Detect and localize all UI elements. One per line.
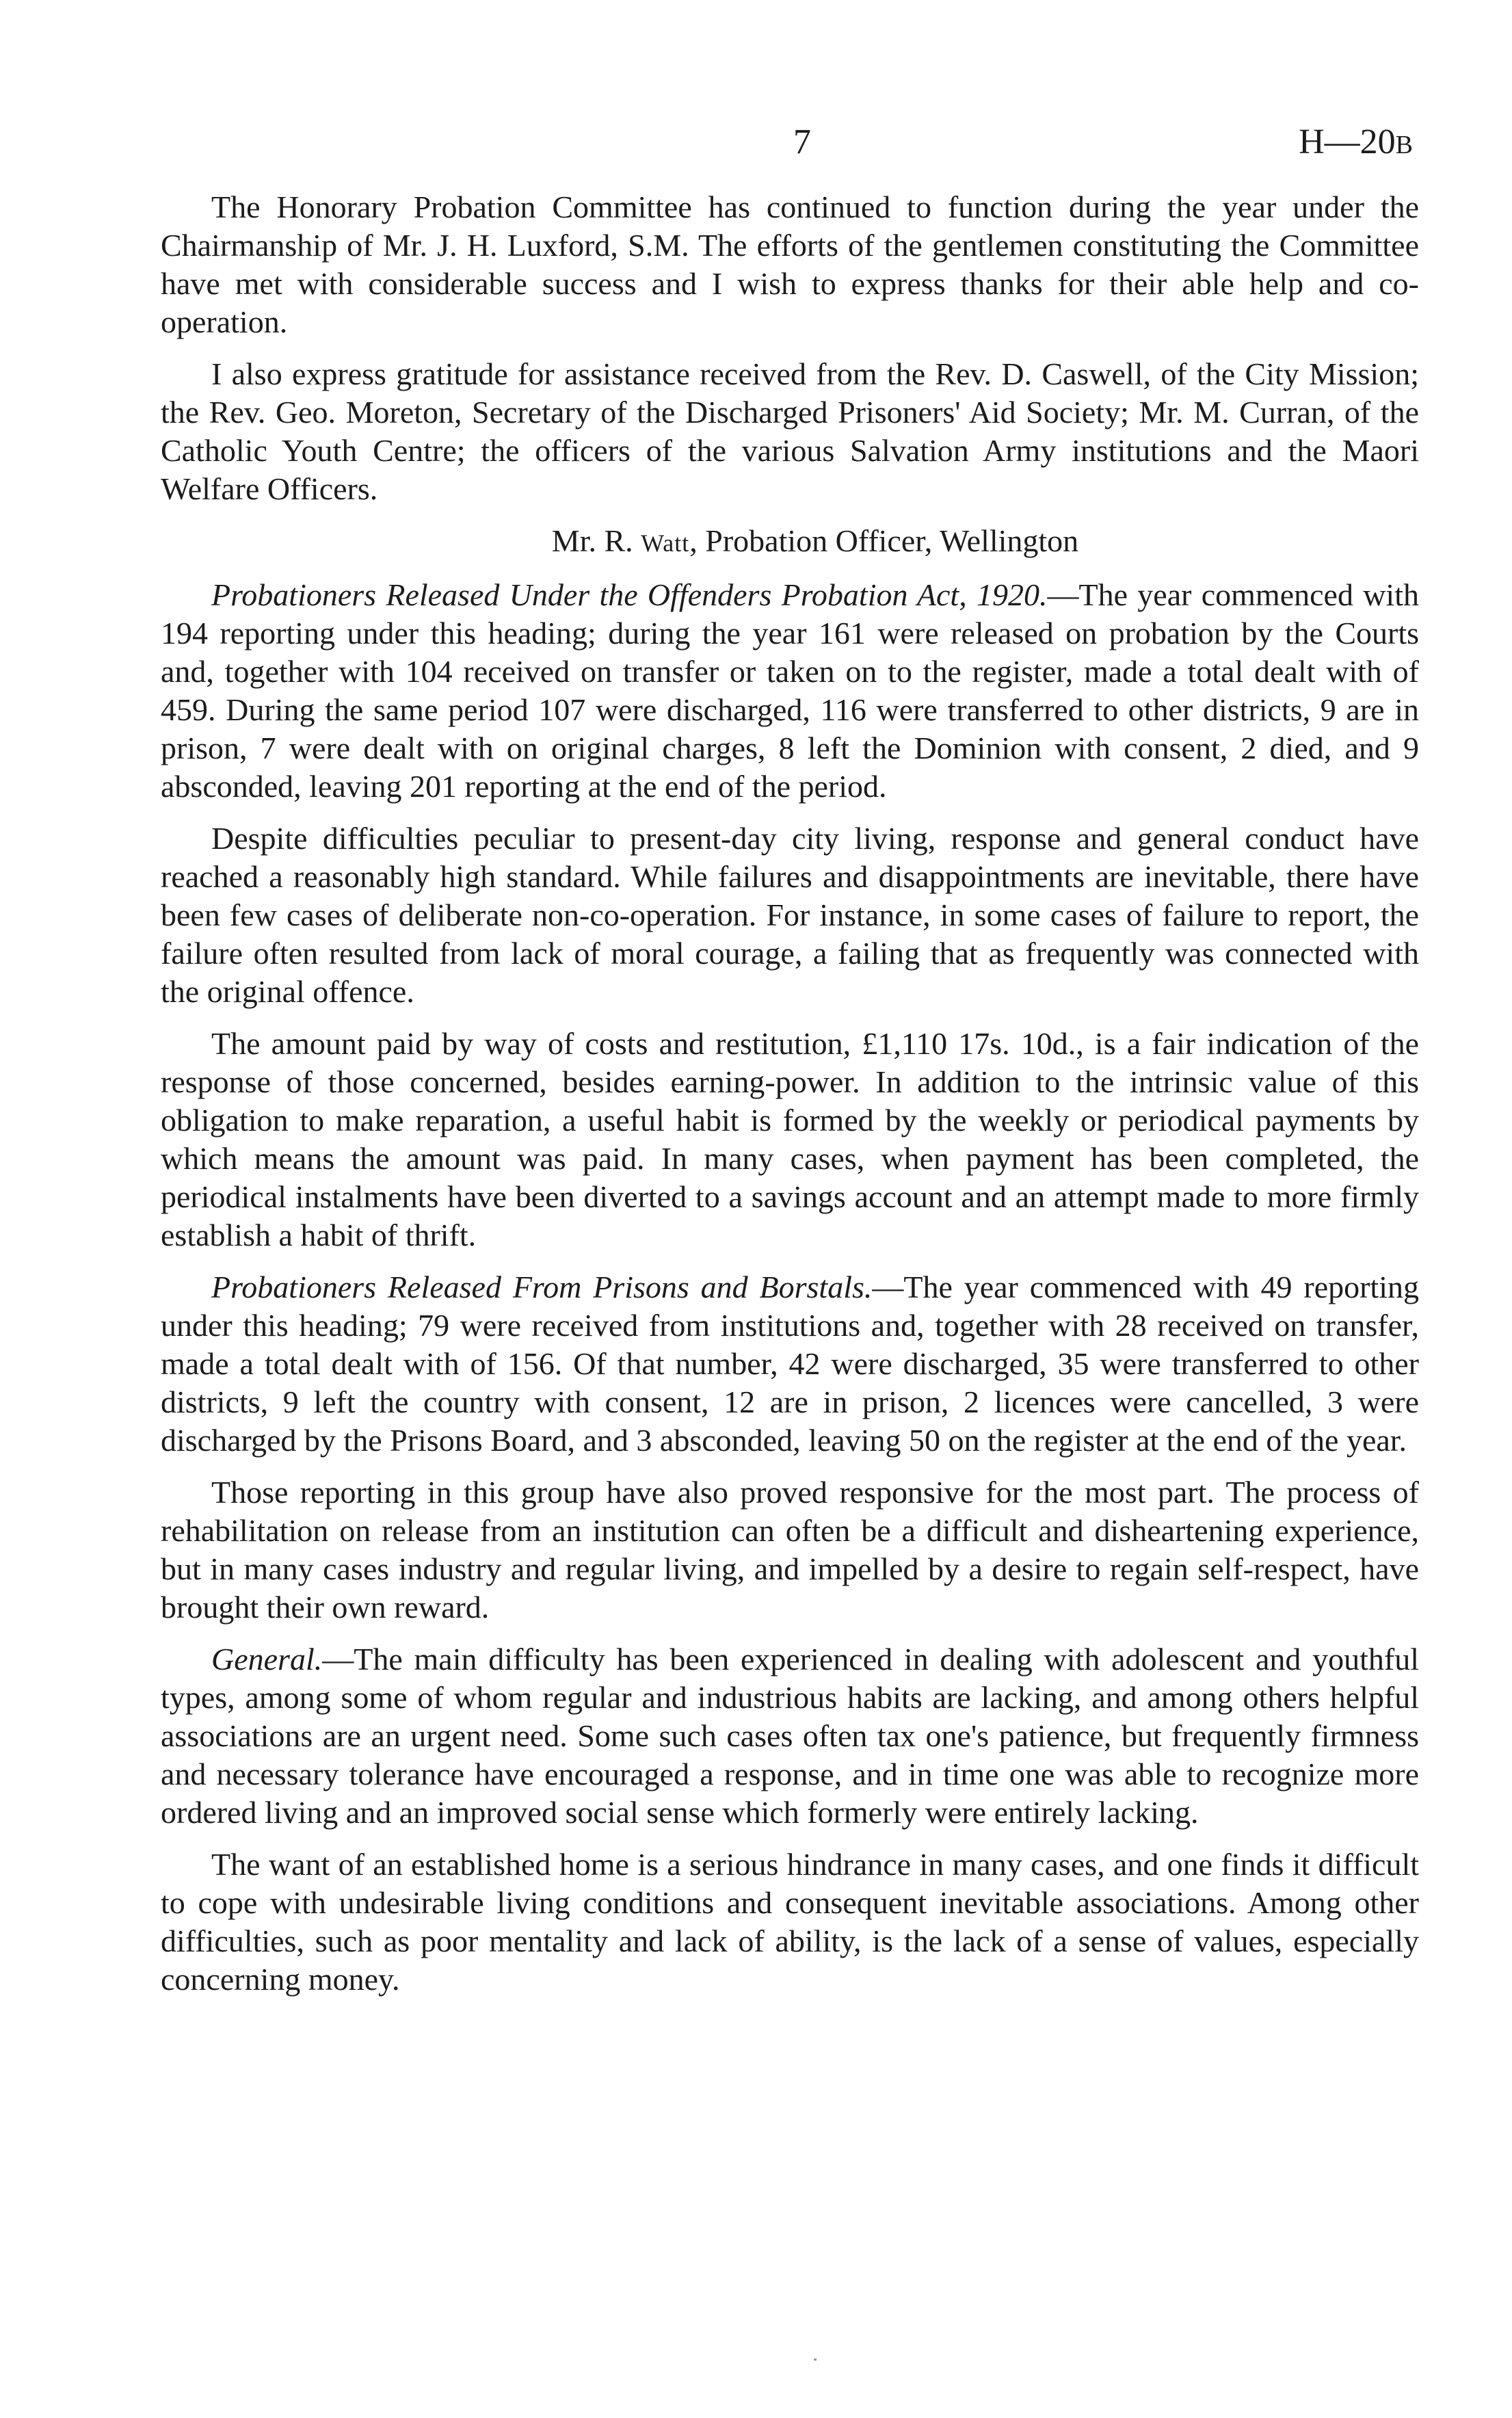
document-reference-main: H—20 [1299,122,1396,161]
offenders-act-paragraph [161,576,1419,806]
document-reference-suffix: B [1395,131,1413,159]
offenders-act-conduct-paragraph: Despite difficulties peculiar to present-day city living, response and general conduct have reached a reasonably high standard. While failures and disappointments are inevitable, there have been few cases of deliberate non-co-operation. For instance, in some cases of failure to report, the failure often resulted from lack of moral courage, a failing that as frequently was connected with the original offence. [161,821,1419,1009]
section-heading [161,522,1419,562]
intro-paragraph-gratitude: I also express gratitude for assistance received from the Rev. D. Caswell, of the City Mission; the Rev. Geo. Moreton, Secretary of the Discharged Prisoners' Aid Society; Mr. M. Curran, of the Catholic Youth Centre; the officers of the various Salvation Army institutions and the Maori Welfare Officers. [161,356,1419,506]
general-paragraph [161,1640,1419,1832]
general-text: —The main difficulty has been experienced in dealing with adolescent and youthful types, among some of whom regular and industrious habits are lacking, and among others helpful associations are an urgent need. Some such cases often tax one's patience, but frequently firmness and necessary tolerance have encouraged a response, and in time one was able to recognize more ordered living and an improved social sense which formerly were entirely lacking. [161,1642,1419,1830]
prisons-borstals-paragraph [161,1268,1419,1460]
prisons-borstals-response-paragraph: Those reporting in this group have also proved responsive for the most part. The process of rehabilitation on release from an institution can often be a difficult and disheartening experience, but in many cases industry and regular living, and impelled by a desire to regain self-respect, have brought their own reward. [161,1475,1419,1625]
page-body [161,188,1419,2006]
general-home-paragraph: The want of an established home is a serious hindrance in many cases, and one finds it difficult to cope with undesirable living conditions and consequent inevitable associations. Among other difficulties, such as poor mentality and lack of ability, is the lack of a sense of values, especially concerning money. [161,1847,1419,1997]
section-heading-prefix: Mr. R. [551,523,633,558]
page-number: 7 [793,122,811,161]
prisons-borstals-subheading: Probationers Released From Prisons and Borstals. [211,1270,873,1304]
section-heading-name: Watt [641,529,690,557]
scan-speck [814,2358,817,2361]
prisons-borstals-text: —The year commenced with 49 reporting under this heading; 79 were received from institutions and, together with 28 received on transfer, made a total dealt with of 156. Of that number, 42 were discharged, 35 were transferred to other districts, 9 left the country with consent, 12 are in prison, 2 licences were cancelled, 3 were discharged by the Prisons Board, and 3 absconded, leaving 50 on the register at the end of the year. [161,1270,1419,1458]
offenders-act-text: —The year commenced with 194 reporting under this heading; during the year 161 were released on probation by the Courts and, together with 104 received on transfer or taken on to the register, made a total dealt with of 459. During the same period 107 were discharged, 116 were transferred to other districts, 9 are in prison, 7 were dealt with on original charges, 8 left the Dominion with consent, 2 died, and 9 absconded, leaving 201 reporting at the end of the period. [161,577,1419,804]
intro-paragraph-committee: The Honorary Probation Committee has continued to function during the year under the Chairmanship of Mr. J. H. Luxford, S.M. The efforts of the gentlemen constituting the Committee have met with considerable success and I wish to express thanks for their able help and co-operation. [161,189,1419,339]
offenders-act-restitution-paragraph: The amount paid by way of costs and restitution, £1,110 17s. 10d., is a fair indication of the response of those concerned, besides earning-power. In addition to the intrinsic value of this obligation to make reparation, a useful habit is formed by the weekly or periodical payments by which means the amount was paid. In many cases, when payment has been completed, the periodical instalments have been diverted to a savings account and an attempt made to more firmly establish a habit of thrift. [161,1026,1419,1252]
general-subheading: General. [211,1642,323,1677]
page-header [157,115,1413,170]
offenders-act-subheading: Probationers Released Under the Offenders Probation Act, 1920. [211,577,1048,612]
section-heading-suffix: , Probation Officer, Wellington [689,523,1079,558]
document-reference [1299,115,1413,172]
